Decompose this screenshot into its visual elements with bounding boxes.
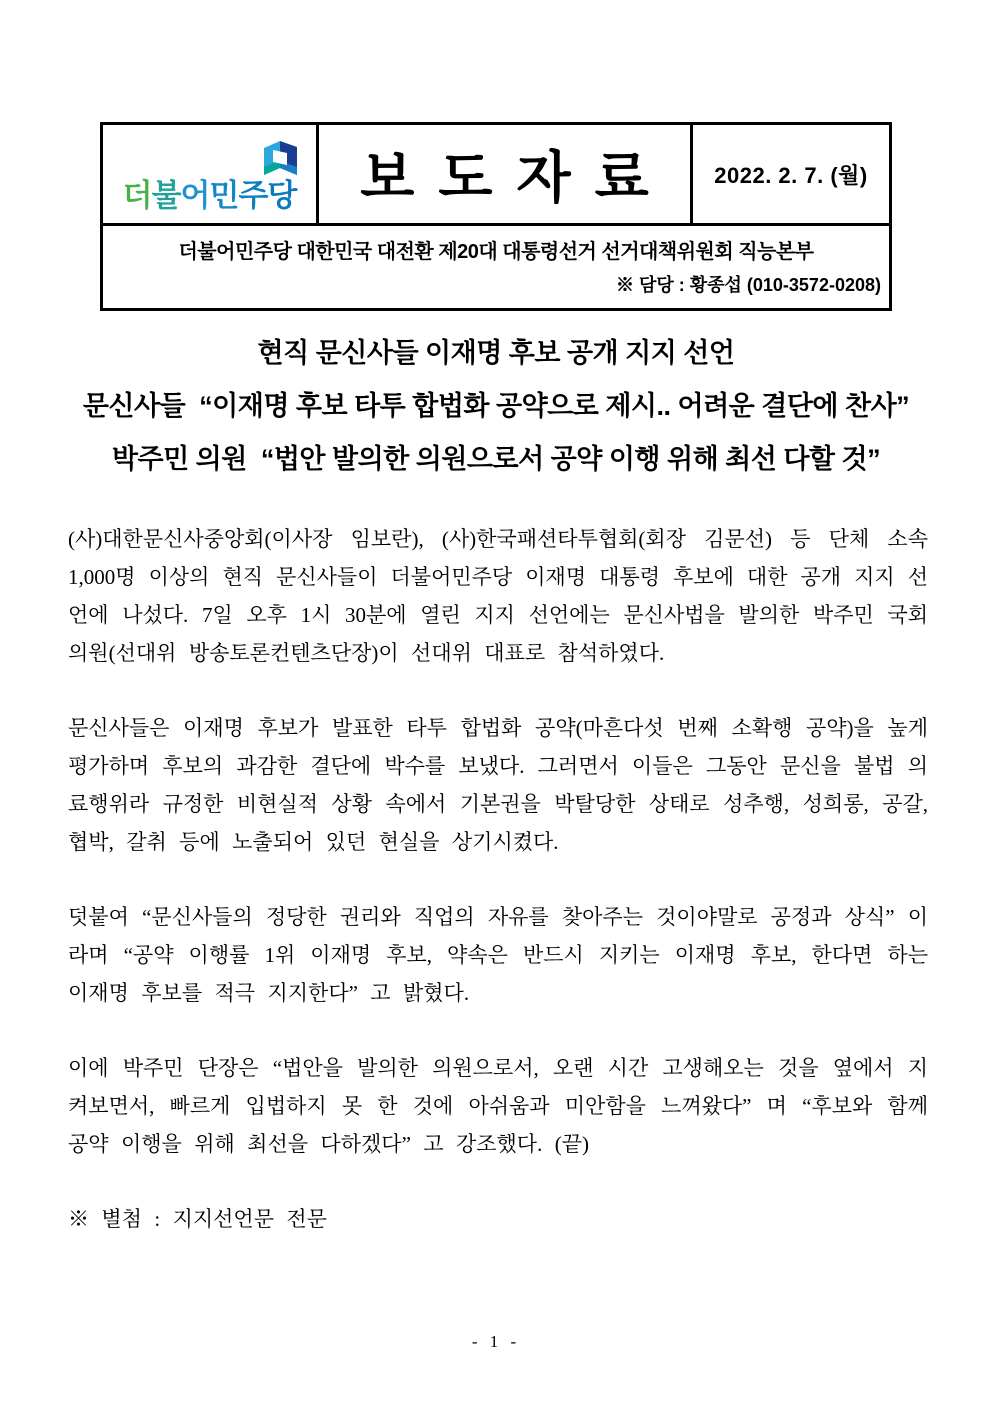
party-logo-cell — [103, 125, 319, 223]
header-table — [100, 122, 892, 311]
party-flag-icon — [260, 138, 300, 182]
header-org-row — [103, 226, 889, 308]
paragraph-2: 문신사들은 이재명 후보가 발표한 타투 합법화 공약(마흔다섯 번째 소확행 공약)을 높게 평가하며 후보의 과감한 결단에 박수를 보냈다. 그러면서 이들은 그동안 문신을 불법 의료행위라 규정한 비현실적 상황 속에서 기본권을 박탈당한 상태로 성추행, 성희롱, 공갈, 협박, 갈취 등에 노출되어 있던 현실을 상기시켰다. — [68, 716, 928, 854]
article-body — [68, 520, 928, 1238]
attachment-note: ※ 별첨 : 지지선언문 전문 — [68, 1207, 327, 1231]
document-type-title: 보도자료 — [319, 125, 693, 223]
headline-sub-1: 문신사들 “이재명 후보 타투 합법화 공약으로 제시.. 어려운 결단에 찬사” — [82, 391, 910, 421]
party-logo-text: 더불어민주당 — [122, 178, 297, 213]
page-number: - 1 - — [471, 1332, 521, 1351]
headline-block — [30, 327, 962, 486]
paragraph-4: 이에 박주민 단장은 “법안을 발의한 의원으로서, 오랜 시간 고생해오는 것을 옆에서 지켜보면서, 빠르게 입법하지 못 한 것에 아쉬움과 미안함을 느껴왔다” 며 “후보와 함께 공약 이행을 위해 최선을 다하겠다” 고 강조했다. (끝) — [68, 1056, 928, 1156]
release-date: 2022. 2. 7. (월) — [714, 162, 868, 188]
party-logo — [123, 180, 297, 211]
header-top-row — [103, 125, 889, 226]
paragraph-3: 덧붙여 “문신사들의 정당한 권리와 직업의 자유를 찾아주는 것이야말로 공정과 상식” 이라며 “공약 이행률 1위 이재명 후보, 약속은 반드시 지키는 이재명 후보, 한다면 하는 이재명 후보를 적극 지지한다” 고 밝혔다. — [68, 905, 928, 1005]
headline-sub-2: 박주민 의원 “법안 발의한 의원으로서 공약 이행 위해 최선 다할 것” — [111, 444, 881, 474]
contact-info: ※ 담당 : 황종섭 (010-3572-0208) — [615, 275, 881, 295]
org-name: 더불어민주당 대한민국 대전환 제20대 대통령선거 선거대책위원회 직능본부 — [178, 241, 814, 263]
headline-main: 현직 문신사들 이재명 후보 공개 지지 선언 — [257, 338, 735, 368]
paragraph-1: (사)대한문신사중앙회(이사장 임보란), (사)한국패션타투협회(회장 김문선) 등 단체 소속 1,000명 이상의 현직 문신사들이 더불어민주당 이재명 대통령 후보에 대한 공개 지지 선언에 나섰다. 7일 오후 1시 30분에 열린 지지 선언에는 문신사법을 발의한 박주민 국회의원(선대위 방송토론컨텐츠단장)이 선대위 대표로 참석하였다. — [68, 527, 928, 665]
